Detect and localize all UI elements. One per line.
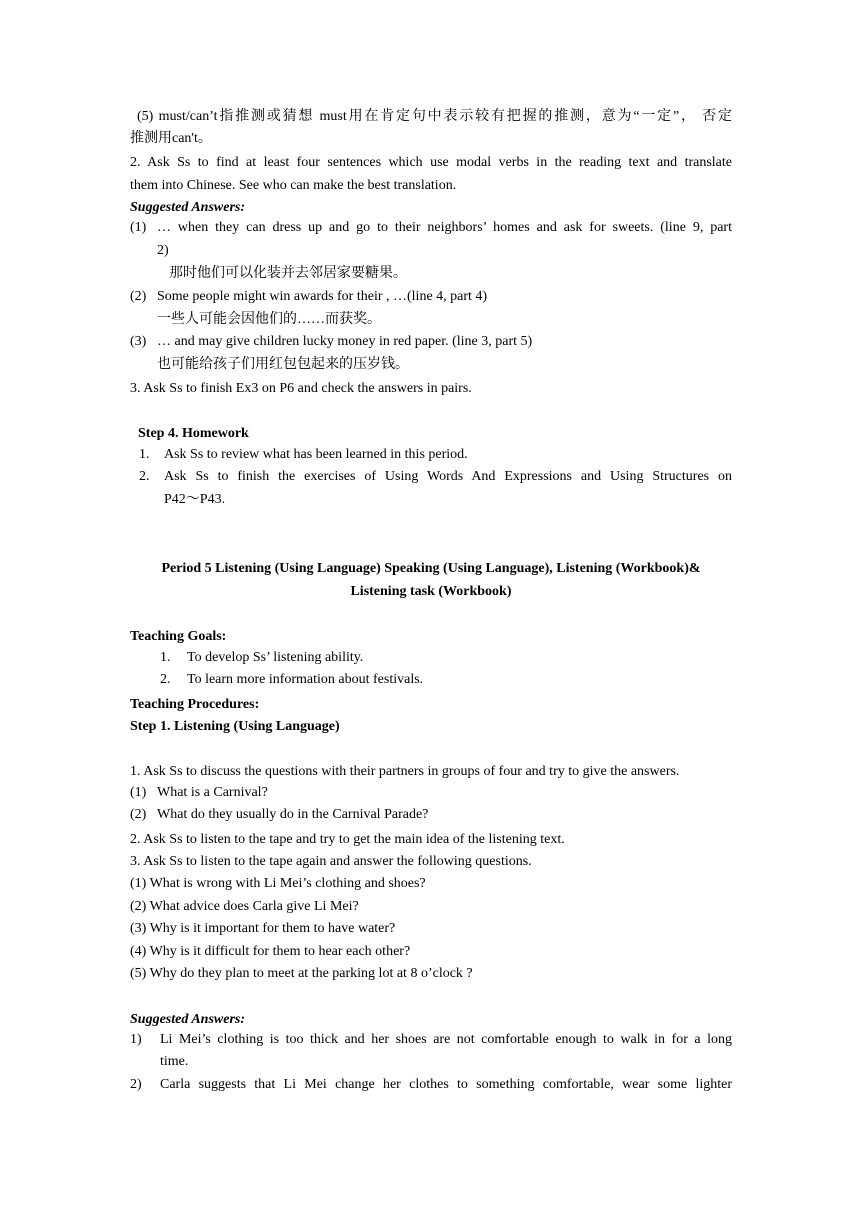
listening-answer-2-text: Carla suggests that Li Mei change her clothes to something comfortable, wear some lighter: [160, 1077, 732, 1092]
instruction-3: 3. Ask Ss to finish Ex3 on P6 and check the answers in pairs.: [130, 381, 472, 396]
listening-answer-1-number: 1): [130, 1032, 142, 1047]
goal-1-number: 1.: [160, 650, 171, 665]
teaching-procedures-heading: Teaching Procedures:: [130, 697, 260, 712]
question-1-text: What is a Carnival?: [157, 785, 268, 800]
question-1-number: (1): [130, 785, 147, 800]
listening-question-3: (3) Why is it important for them to have water?: [130, 921, 396, 936]
teaching-goals-heading: Teaching Goals:: [130, 629, 227, 644]
listening-answer-1-text: Li Mei’s clothing is too thick and her shoes are not comfortable enough to walk in for a long: [160, 1032, 732, 1047]
suggested-answers-heading: Suggested Answers:: [130, 200, 246, 215]
listening-instruction-3: 3. Ask Ss to listen to the tape again and answer the following questions.: [130, 854, 532, 869]
listening-answer-2-number: 2): [130, 1077, 142, 1092]
instruction-2-line1: 2. Ask Ss to find at least four sentences which use modal verbs in the reading text and translate: [130, 155, 732, 170]
goal-1-text: To develop Ss’ listening ability.: [187, 650, 364, 665]
paragraph-modal-note-line1: (5) must/can’t指推测或猜想 must用在肯定句中表示较有把握的推测，意为“一定”， 否定: [137, 109, 732, 124]
answer-3-number: (3): [130, 334, 147, 349]
listening-question-1: (1) What is wrong with Li Mei’s clothing and shoes?: [130, 876, 426, 891]
listening-answer-1-text-cont: time.: [160, 1054, 189, 1069]
period-5-title-line1: Period 5 Listening (Using Language) Speaking (Using Language), Listening (Workbook)&: [161, 561, 701, 576]
answer-2-number: (2): [130, 289, 147, 304]
listening-instruction-1: 1. Ask Ss to discuss the questions with their partners in groups of four and try to give the answers.: [130, 764, 680, 779]
listening-question-5: (5) Why do they plan to meet at the parking lot at 8 o’clock ?: [130, 966, 473, 981]
answer-1-translation: 那时他们可以化装并去邻居家要糖果。: [169, 266, 407, 281]
instruction-2-line2: them into Chinese. See who can make the best translation.: [130, 178, 457, 193]
answer-1-number: (1): [130, 220, 147, 235]
question-2-number: (2): [130, 807, 147, 822]
answer-1-text-cont: 2): [157, 243, 169, 258]
answer-3-translation: 也可能给孩子们用红包包起来的压岁钱。: [157, 357, 409, 372]
homework-2-text: Ask Ss to finish the exercises of Using Words And Expressions and Using Structures on: [164, 469, 732, 484]
goal-2-text: To learn more information about festivals.: [187, 672, 424, 687]
listening-question-4: (4) Why is it difficult for them to hear each other?: [130, 944, 411, 959]
listening-instruction-2: 2. Ask Ss to listen to the tape and try to get the main idea of the listening text.: [130, 832, 565, 847]
homework-2-number: 2.: [139, 469, 150, 484]
listening-question-2: (2) What advice does Carla give Li Mei?: [130, 899, 359, 914]
homework-2-text-cont: P42～P43.: [164, 492, 226, 507]
step-1-heading: Step 1. Listening (Using Language): [130, 719, 340, 734]
homework-1-number: 1.: [139, 447, 150, 462]
homework-1-text: Ask Ss to review what has been learned in this period.: [164, 447, 468, 462]
question-2-text: What do they usually do in the Carnival Parade?: [157, 807, 429, 822]
paragraph-modal-note-line2: 推测用can't。: [130, 131, 212, 146]
suggested-answers-heading-2: Suggested Answers:: [130, 1012, 246, 1027]
period-5-title-line2: Listening task (Workbook): [350, 584, 512, 599]
answer-1-text: … when they can dress up and go to their neighbors’ homes and ask for sweets. (line 9, part: [157, 220, 732, 235]
answer-2-text: Some people might win awards for their , …(line 4, part 4): [157, 289, 488, 304]
answer-2-translation: 一些人可能会因他们的……而获奖。: [157, 312, 381, 327]
goal-2-number: 2.: [160, 672, 171, 687]
answer-3-text: … and may give children lucky money in red paper. (line 3, part 5): [157, 334, 533, 349]
step-4-heading: Step 4. Homework: [138, 426, 249, 441]
